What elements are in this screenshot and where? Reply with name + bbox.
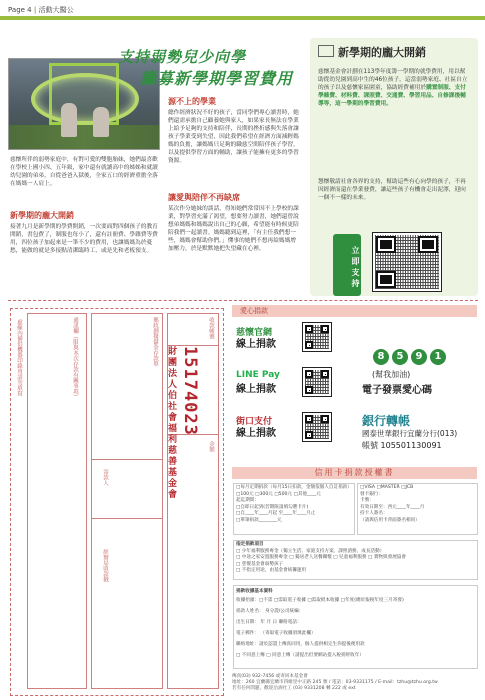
headline-line1: 支持弱勢兒少向學 (118, 48, 247, 66)
intro-paragraph: 慈懷所伴的弱勢家庭中，有對可愛的雙胞胎妹，她們最喜歡在學校上國小四、五年級，家中還有就讀高中的姊姊和就讀幼兒園的弟弟，自從爸爸入獄後，全家五口的經濟重擔全落在媽媽一人肩上。 (10, 157, 158, 187)
giro-account-name: 財團法人伯社會福利慈善基金會 (166, 346, 176, 500)
sidebar-heading: 新學期的龐大開銷 (318, 44, 426, 60)
bank-name: 國泰世華銀行宜蘭分行(013) (362, 429, 458, 438)
love-code-digit: 8 (373, 349, 389, 365)
designate-options[interactable]: 指定捐款項目 □ 少年福利服務專金（獨立生活、家庭支持方案、課照諮務、成長活動） □ 中途之家安置服務專金 □ 獨居老人送餐關懷 □ 兒童福利服務 □ 實物與發展協會 □ 慈懷基金會弱勢孩子 □ 不指定用途，由基金會統籌運用 (236, 542, 406, 573)
bank-account: 帳號 105501130091 (362, 441, 442, 450)
love-code-digit: 5 (392, 349, 408, 365)
qr-code[interactable] (372, 232, 442, 292)
donor-info-fields[interactable]: 捐款收據基本資料 收據抬頭：□不需 □需取電子收據 □需取紙本收據 □年度(總於報稅年度三月寄發) 捐款人姓名： 身分證/公司統編： 出生日期： 年 月 日 聯絡電話： 電子郵件： （寄取電子收據須填此欄） 聯絡地址：請於認證上傳真同用，個人提供相完生你提後便用款 □ 不同意上傳 □ 同意上傳（請提出但要網站提入稅捐經收年） (236, 589, 404, 658)
postal-giro-slip: 虛線內備供機器印錄用請勿填寫 通訊欄（限與本次存款有關事項） 郵政劃撥儲金存款單 收款帳號 金額 寄款人 經辦局收款戳 (10, 308, 224, 696)
linepay-logo: LINE Pay (236, 370, 280, 380)
top-stripe (0, 16, 485, 20)
children-photo (8, 58, 160, 150)
sidebar-box (310, 38, 478, 296)
headline-line2: 籌募新學期學習費用 (140, 69, 294, 88)
sidebar-paragraph: 慈懷基金會計劃在113學年度籌一學期的就學費用，用以幫助從幼兒園到高中生的46位孩子，這當弱勢家庭、社區自立的孩子以及慈懷家區園童，協助經費補用於購置制服、支付學雜費、材料費、課照費、交通費、學習用品、自修課後輔導等，這一學期的學習費用。 (318, 69, 468, 107)
credit-card-banner: 信用卡捐款授權書 (232, 467, 477, 479)
companionship-section: 讓愛與陪伴不再缺席 某次作分她妹的談話，得知她們常常因不上學校的課業，對學習充滿了渴望，想要努力讀書，她們還曾說想弟媽媽和媽媽說出自己的心願，希望能有時候更陪陪我們一起讀書。媽媽聽到這裡，「有主任我們想一些，媽媽會幫助你們。」懂事的她們不想再給媽媽增加壓力，於是默默她把失望藏在心裡。 (168, 193, 299, 252)
cc-card-fields[interactable]: □VISA □MASTER □JCB 發卡銀行： 卡號： 有效日期至：西元____年____月 持卡人簽名： （請與信用卡背面簽名相同） (360, 485, 425, 523)
cc-recurring-fields[interactable]: □每月定期捐款（每月15日扣款，金額依個人自訂捐款） □100元 □300元 □500元 □其他____元 起迄期間： □自即日起到(若期限請填勾選卡片) □自____年____月起 至____年____月止 □單筆捐款________元 (236, 485, 352, 523)
sidebar-paragraph-2: 懇懷敬請社會各界的支持，幫助這些有心向學的孩子，不再因經濟而還在學業發費，讓這些孩子有機會走出泥濘，迎向一個不一樣的未來。 (318, 179, 466, 201)
linepay-qr[interactable] (302, 367, 332, 397)
love-code-label: 電子發票愛心碼 (362, 385, 432, 396)
cut-line (8, 300, 478, 301)
semester-cost-section: 新學期的龐大開銷 接著九月是新學期的學費開銷，一次要面對四個孩子的教育開銷，書包費了，制服也每小了，還有註冊費、學雜費等費用，四位孩子加起來是一筆不少的費用，也讓媽媽為於憂愁，能做的就是多接點清潔臨時工，或是先和老板預支。 (10, 211, 158, 254)
website-donate-label: 線上捐款 (236, 339, 276, 350)
support-now-button[interactable]: 立即支持 (333, 234, 361, 296)
bank-transfer-title: 銀行轉帳 (362, 414, 411, 428)
tzhu-logo: 慈懷官網 (236, 328, 273, 338)
website-qr[interactable] (302, 322, 332, 352)
love-code-digit: 1 (430, 349, 446, 365)
footer: 傳真(03) 932-7456 或寄回本基金會 地址：260 宜蘭縣宜蘭市四維里中正路 245 號 / 電話：03-9331175 / E-mail：tzhu@tzhu.org.tw 若有任何問題，歡迎洽詢社工 (03) 9331208 轉 222 或 ext (232, 674, 438, 691)
donate-banner: 愛心捐款 (232, 305, 477, 317)
page-header: Page 4 | 活動大醫公 (8, 6, 74, 14)
jkopay-logo: 街口支付 (236, 417, 273, 427)
study-section: 源不上的學業 總作經濟狀況不好的孩子，當同學們專心讀書時，她們還需承擔自己顧養她與家人，如果家長無法在學業上給予足夠的支持和陪伴，長期的挫折感與失落會讓孩子學業受到失望，因此我們希望在經濟方面減輕媽媽的負擔，讓媽媽只足夠的職慈空間陪伴孩子學習，以及提供學習方面的輔助，讓孩子能擁有更多的學習資源。 (168, 97, 299, 164)
jkopay-donate-label: 線上捐款 (236, 428, 276, 439)
linepay-donate-label: 線上捐款 (236, 384, 276, 395)
jkopay-qr[interactable] (302, 412, 332, 442)
love-code-digit: 9 (411, 349, 427, 365)
giro-account-number: 15174023 (180, 346, 200, 436)
love-code-note: (幫我加油) (372, 370, 411, 379)
